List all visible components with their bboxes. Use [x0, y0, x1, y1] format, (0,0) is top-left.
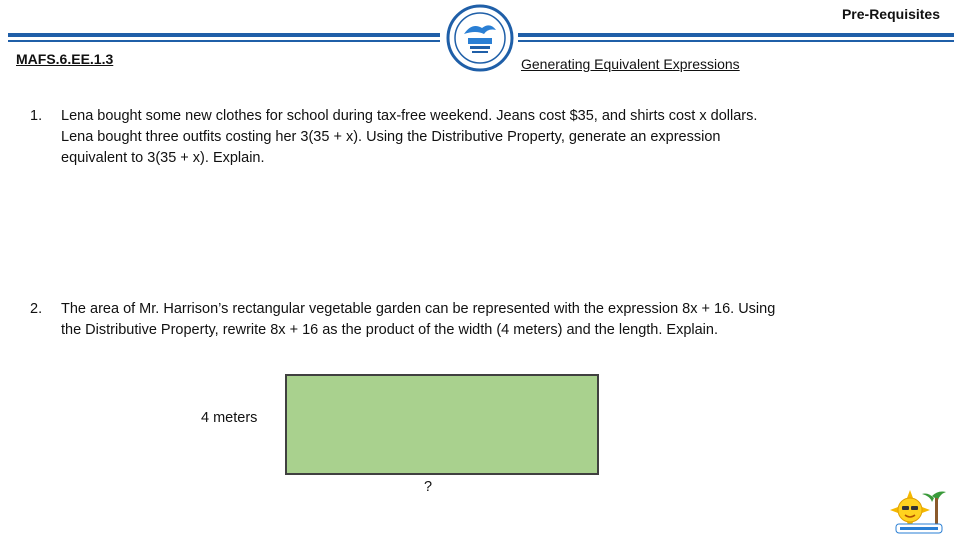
question-text-line: equivalent to 3(35 + x). Explain. [61, 150, 265, 166]
standard-code: MAFS.6.EE.1.3 [16, 51, 114, 67]
question-text-line: The area of Mr. Harrison’s rectangular vegetable garden can be represented with the expression 8x + 16. Using [61, 301, 776, 317]
page-title: Pre-Requisites [841, 6, 940, 22]
header-rule-left [8, 33, 440, 37]
header-rule-right-thin [518, 40, 954, 42]
question-text-line: Lena bought some new clothes for school during tax-free weekend. Jeans cost $35, and shirts cost x dollars. [61, 108, 758, 124]
question-text-line: the Distributive Property, rewrite 8x + 16 as the product of the width (4 meters) and the length. Explain. [61, 322, 718, 338]
header-rule-right [518, 33, 954, 37]
question-number: 2. [30, 301, 43, 317]
lesson-subtitle: Generating Equivalent Expressions [521, 56, 740, 72]
question-number: 1. [30, 108, 43, 124]
width-label: 4 meters [201, 410, 258, 426]
question-text-line: Lena bought three outfits costing her 3(35 + x). Using the Distributive Property, generate an expression [61, 129, 721, 145]
sun-mascot-icon [888, 486, 952, 536]
school-district-seal-icon [446, 4, 514, 72]
length-label: ? [424, 479, 433, 495]
question-2 [30, 299, 910, 341]
garden-rectangle [285, 374, 599, 475]
question-1 [30, 106, 910, 169]
header-rule-left-thin [8, 40, 440, 42]
